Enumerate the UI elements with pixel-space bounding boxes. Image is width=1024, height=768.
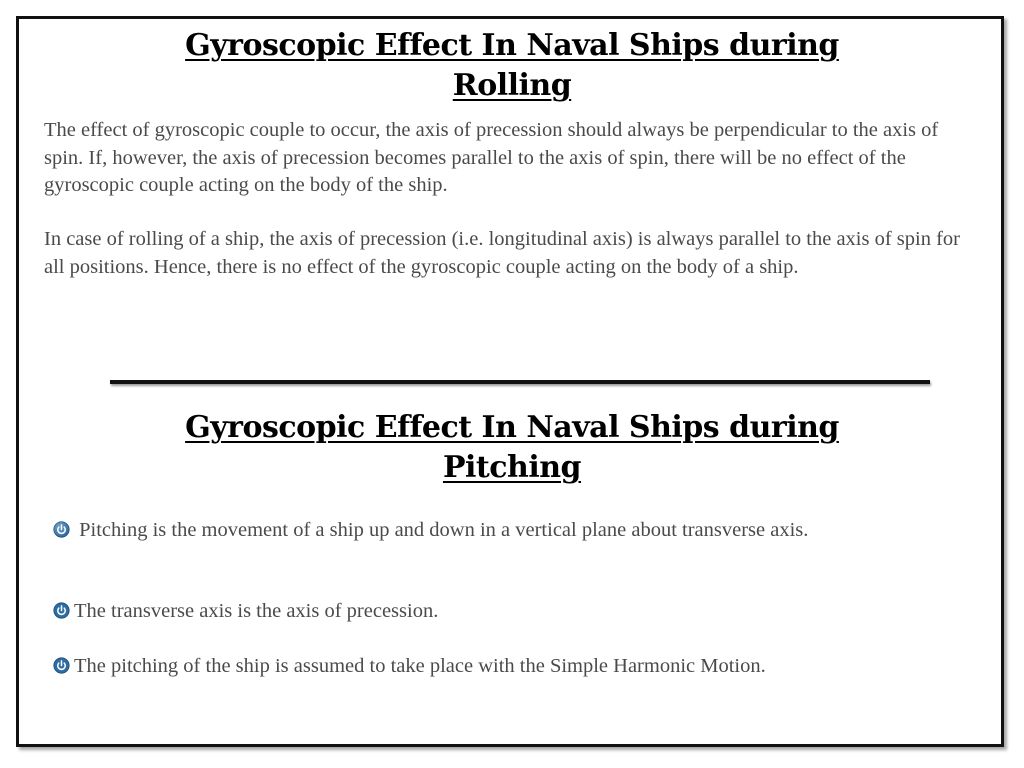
- pitching-bullet-1-text: Pitching is the movement of a ship up and down in a vertical plane about transverse axis.: [74, 519, 809, 541]
- power-button-bullet-icon: [53, 657, 70, 674]
- power-button-bullet-icon: [53, 602, 70, 619]
- pitching-bullet-2-text: The transverse axis is the axis of precession.: [74, 600, 439, 622]
- pitching-bullet-1: [53, 517, 933, 545]
- pitching-bullet-3-text: The pitching of the ship is assumed to take place with the Simple Harmonic Motion.: [74, 655, 766, 677]
- rolling-paragraph-1: The effect of gyroscopic couple to occur, the axis of precession should always be perpendicular to the axis of spin. If, however, the axis of precession becomes parallel to the axis of spin, there will be no effect of the gyroscopic couple acting on the body of the ship.: [44, 119, 939, 196]
- rolling-title-line1: Gyroscopic Effect In Naval Ships during: [185, 28, 839, 63]
- rolling-paragraph-2: In case of rolling of a ship, the axis of precession (i.e. longitudinal axis) is always parallel to the axis of spin for all positions. Hence, there is no effect of the gyroscopic couple acting on the body of a ship.: [44, 228, 961, 278]
- pitching-bullet-2: [53, 598, 933, 626]
- pitching-title-line2: Pitching: [442, 450, 582, 485]
- pitching-title-line1: Gyroscopic Effect In Naval Ships during: [185, 410, 839, 445]
- rolling-section-title: [100, 26, 924, 106]
- rolling-title-line2: Rolling: [452, 68, 572, 103]
- section-divider: [110, 380, 930, 384]
- pitching-bullet-3: [53, 653, 933, 681]
- pitching-section-title: [100, 408, 924, 488]
- power-button-bullet-icon: [53, 521, 70, 538]
